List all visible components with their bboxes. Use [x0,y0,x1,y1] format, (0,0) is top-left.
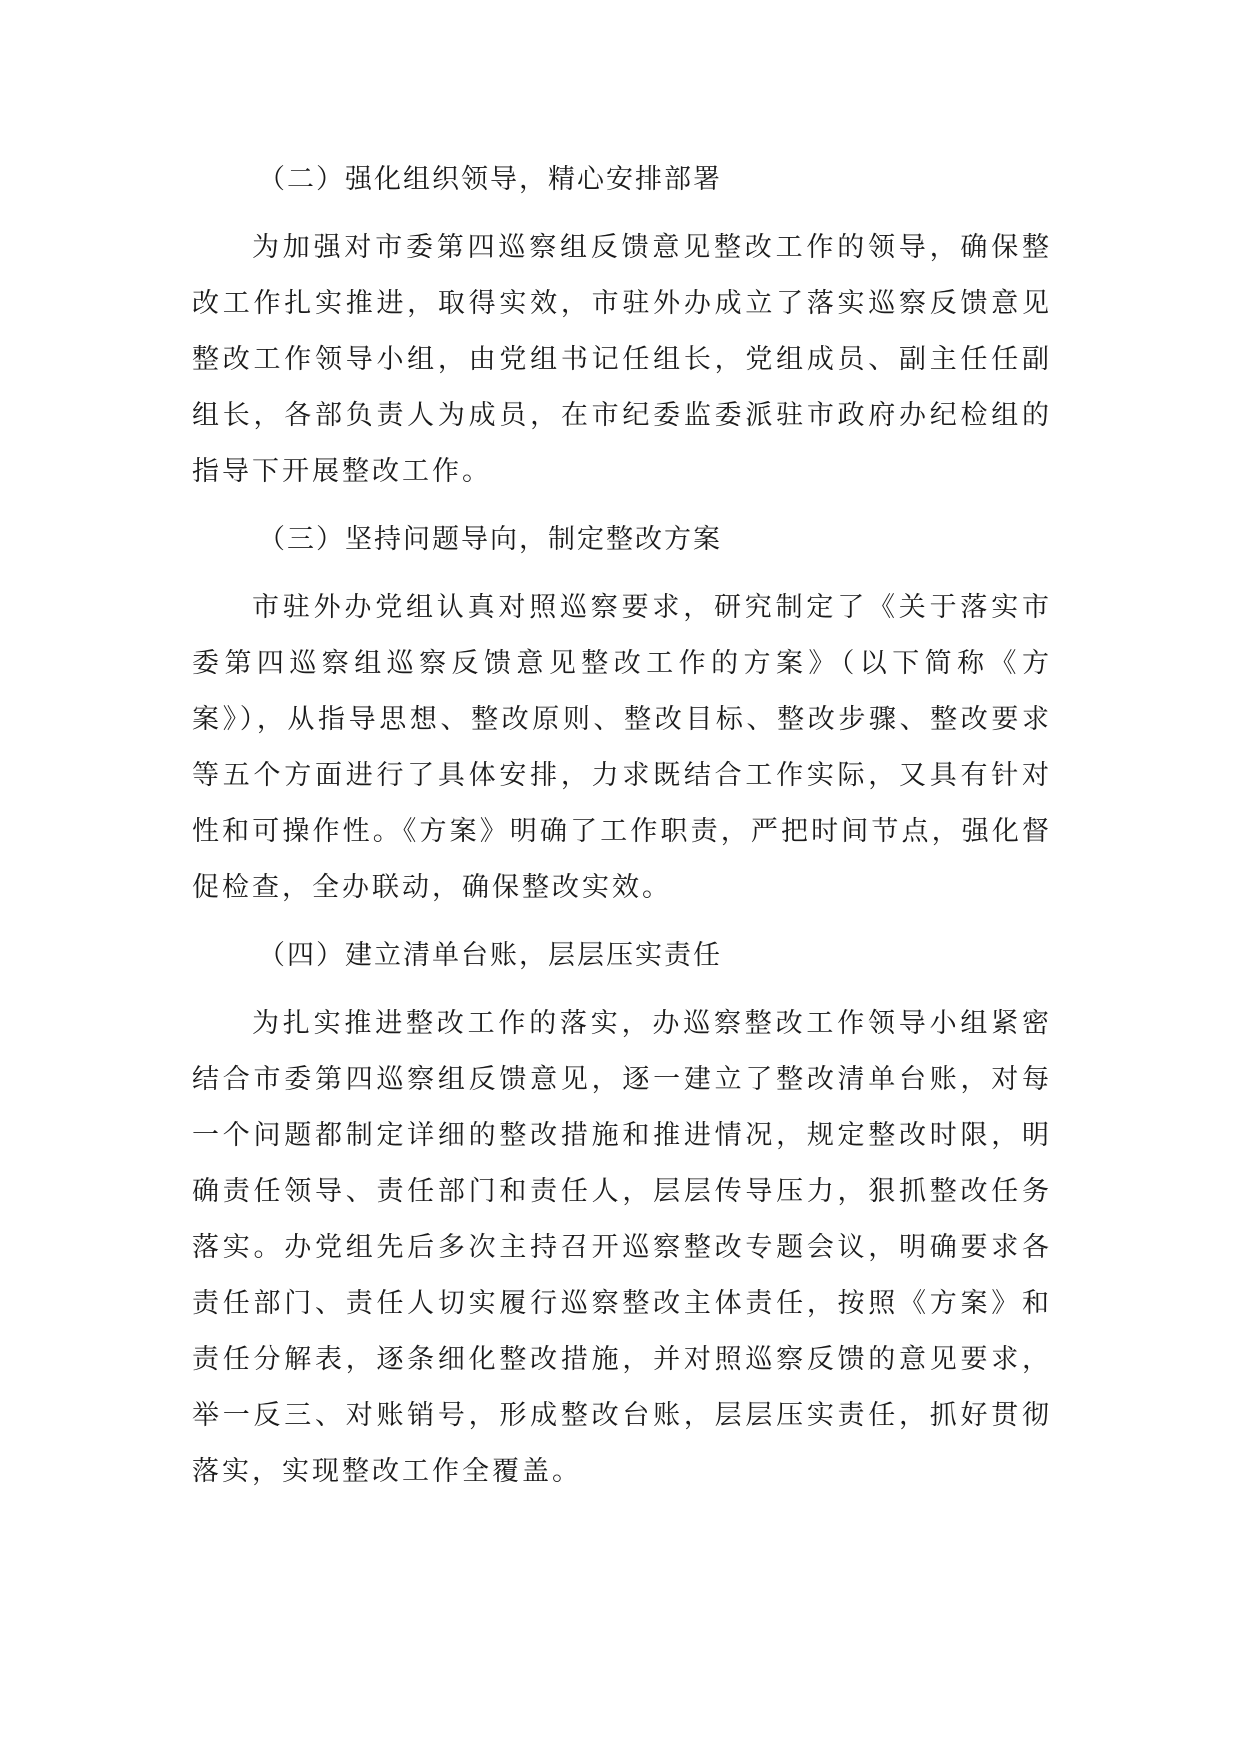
section-body-2: 为加强对市委第四巡察组反馈意见整改工作的领导，确保整改工作扎实推进，取得实效，市驻外办成立了落实巡察反馈意见整改工作领导小组，由党组书记任组长，党组成员、副主任任副组长，各部负责人为成员，在市纪委监委派驻市政府办纪检组的指导下开展整改工作。 [192,232,1052,487]
document-content [192,152,1052,1512]
section-body-3: 市驻外办党组认真对照巡察要求，研究制定了《关于落实市委第四巡察组巡察反馈意见整改工作的方案》（以下简称《方案》），从指导思想、整改原则、整改目标、整改步骤、整改要求等五个方面进行了具体安排，力求既结合工作实际，又具有针对性和可操作性。《方案》明确了工作职责，严把时间节点，强化督促检查，全办联动，确保整改实效。 [192,592,1052,903]
section-heading-2: （二）强化组织领导，精心安排部署 [258,164,722,195]
section-body-4: 为扎实推进整改工作的落实，办巡察整改工作领导小组紧密结合市委第四巡察组反馈意见，逐一建立了整改清单台账，对每一个问题都制定详细的整改措施和推进情况，规定整改时限，明确责任领导、责任部门和责任人，层层传导压力，狠抓整改任务落实。办党组先后多次主持召开巡察整改专题会议，明确要求各责任部门、责任人切实履行巡察整改主体责任，按照《方案》和责任分解表，逐条细化整改措施，并对照巡察反馈的意见要求，举一反三、对账销号，形成整改台账，层层压实责任，抓好贯彻落实，实现整改工作全覆盖。 [192,1008,1052,1487]
section-heading-3: （三）坚持问题导向，制定整改方案 [258,524,722,555]
section-heading-4: （四）建立清单台账，层层压实责任 [258,940,722,971]
